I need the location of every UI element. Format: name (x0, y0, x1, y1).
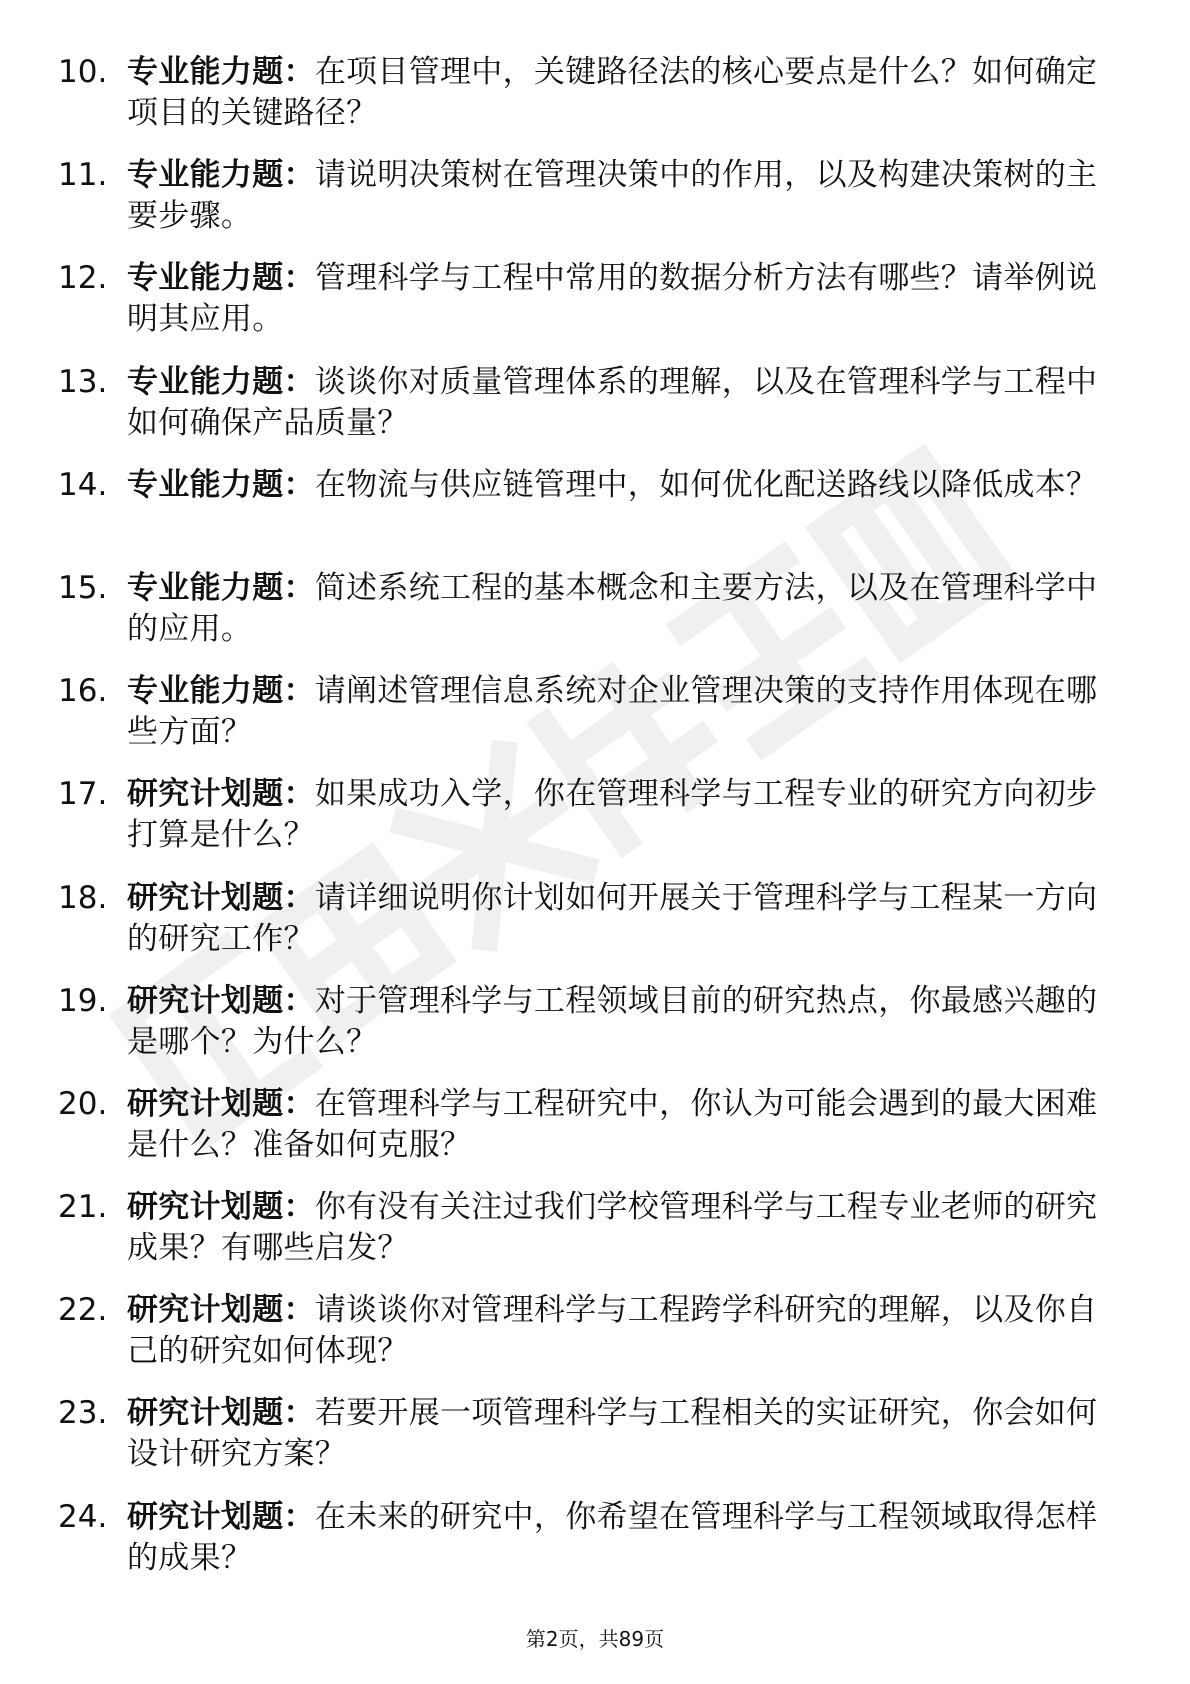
question-item (0, 1497, 1190, 1600)
question-category: 研究计划题： (127, 879, 315, 916)
question-category: 专业能力题： (127, 157, 315, 194)
question-item (0, 362, 1190, 465)
question-number: 17. (58, 776, 108, 813)
question-text (127, 1393, 1119, 1475)
question-category: 专业能力题： (127, 363, 315, 400)
question-text (127, 1497, 1119, 1579)
question-number: 23. (58, 1395, 108, 1432)
question-item (0, 465, 1190, 568)
question-body: 如果成功入学，你在管理科学与工程专业的研究方向初步打算是什么？ (127, 776, 1098, 854)
question-number: 18. (58, 879, 108, 916)
question-item (0, 1187, 1190, 1290)
question-number: 10. (58, 54, 108, 90)
question-number: 19. (58, 982, 108, 1019)
question-text (127, 155, 1119, 237)
question-text (127, 774, 1119, 856)
question-body: 谈谈你对质量管理体系的理解，以及在管理科学与工程中如何确保产品质量？ (127, 363, 1098, 441)
question-category: 研究计划题： (127, 1395, 315, 1432)
question-item (0, 671, 1190, 774)
question-body: 请谈谈你对管理科学与工程跨学科研究的理解，以及你自己的研究如何体现？ (127, 1292, 1098, 1370)
question-text (127, 568, 1119, 650)
question-body: 请阐述管理信息系统对企业管理决策的支持作用体现在哪些方面？ (127, 673, 1098, 751)
question-category: 专业能力题： (127, 673, 315, 710)
question-category: 研究计划题： (127, 776, 315, 813)
page-footer (0, 1626, 1190, 1652)
question-item (0, 258, 1190, 361)
question-body: 你有没有关注过我们学校管理科学与工程专业老师的研究成果？有哪些启发？ (127, 1189, 1098, 1267)
question-text (127, 671, 1119, 753)
question-text (127, 362, 1119, 444)
question-category: 专业能力题： (127, 54, 315, 90)
question-number: 15. (58, 569, 108, 606)
question-text (127, 1187, 1119, 1269)
question-category: 研究计划题： (127, 1085, 315, 1122)
question-item (0, 774, 1190, 877)
question-text (127, 1084, 1119, 1166)
question-number: 21. (58, 1189, 108, 1226)
question-body: 请说明决策树在管理决策中的作用，以及构建决策树的主要步骤。 (127, 157, 1098, 235)
question-text (127, 258, 1119, 340)
question-category: 专业能力题： (127, 466, 315, 503)
question-text (127, 878, 1119, 960)
question-item (0, 981, 1190, 1084)
question-item (0, 155, 1190, 258)
question-item (0, 878, 1190, 981)
question-text (127, 465, 1119, 506)
question-number: 14. (58, 466, 108, 503)
question-text (127, 1290, 1119, 1372)
question-category: 研究计划题： (127, 1292, 315, 1329)
question-category: 研究计划题： (127, 982, 315, 1019)
question-number: 12. (58, 260, 108, 297)
question-category: 研究计划题： (127, 1189, 315, 1226)
question-category: 专业能力题： (127, 260, 315, 297)
question-category: 专业能力题： (127, 569, 315, 606)
question-number: 20. (58, 1085, 108, 1122)
question-item (0, 52, 1190, 155)
question-number: 16. (58, 673, 108, 710)
question-number: 13. (58, 363, 108, 400)
question-text (127, 981, 1119, 1063)
question-list (0, 52, 1190, 1600)
question-body: 对于管理科学与工程领域目前的研究热点，你最感兴趣的是哪个？为什么？ (127, 982, 1098, 1060)
question-item (0, 568, 1190, 671)
question-body: 在物流与供应链管理中，如何优化配送路线以降低成本？ (314, 466, 1098, 503)
question-body: 在管理科学与工程研究中，你认为可能会遇到的最大困难是什么？准备如何克服？ (127, 1085, 1098, 1163)
page-number: 第2页，共89页 (525, 1627, 665, 1651)
question-item (0, 1393, 1190, 1496)
question-body: 若要开展一项管理科学与工程相关的实证研究，你会如何设计研究方案？ (127, 1395, 1098, 1473)
question-text (127, 52, 1119, 134)
question-body: 在未来的研究中，你希望在管理科学与工程领域取得怎样的成果？ (127, 1498, 1098, 1576)
question-number: 11. (58, 157, 108, 194)
question-item (0, 1084, 1190, 1187)
question-number: 22. (58, 1292, 108, 1329)
question-body: 管理科学与工程中常用的数据分析方法有哪些？请举例说明其应用。 (127, 260, 1098, 338)
question-body: 简述系统工程的基本概念和主要方法，以及在管理科学中的应用。 (127, 569, 1098, 647)
question-body: 请详细说明你计划如何开展关于管理科学与工程某一方向的研究工作？ (127, 879, 1098, 957)
question-category: 研究计划题： (127, 1498, 315, 1535)
question-number: 24. (58, 1498, 108, 1535)
question-item (0, 1290, 1190, 1393)
question-body: 在项目管理中，关键路径法的核心要点是什么？如何确定项目的关键路径？ (127, 54, 1098, 131)
